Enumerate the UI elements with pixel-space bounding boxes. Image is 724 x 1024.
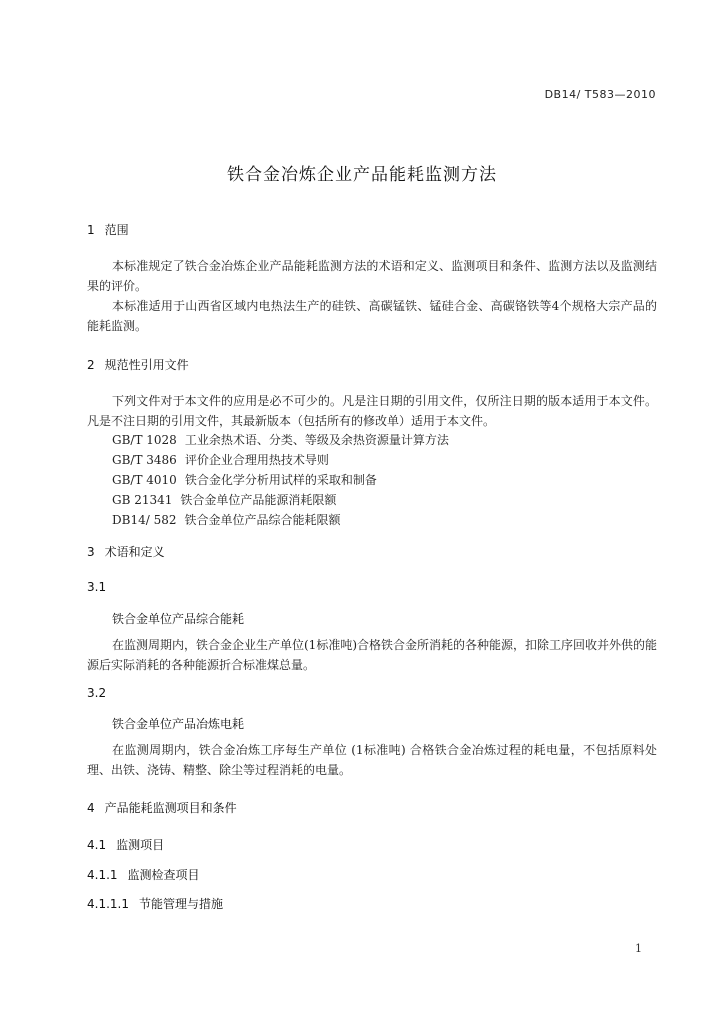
reference-item [112,471,377,488]
section-number: 4 [87,801,95,815]
term-definition: 在监测周期内，铁合金企业生产单位(1标准吨)合格铁合金所消耗的各种能源，扣除工序回收并外供的能源后实际消耗的各种能源折合标准煤总量。 [87,638,658,672]
reference-code: GB/T 4010 [112,473,177,487]
reference-item [112,511,341,528]
section-number: 3 [87,545,95,559]
section-title: 监测项目 [116,838,165,852]
reference-code: DB14/ 582 [112,513,177,527]
document-title: 铁合金冶炼企业产品能耗监测方法 [227,165,497,185]
reference-title: 铁合金单位产品综合能耗限额 [184,513,341,527]
reference-title: 评价企业合理用热技术导则 [184,453,329,467]
term-number: 3.2 [87,686,107,700]
section-3-heading [87,543,165,560]
reference-code: GB/T 3486 [112,453,177,467]
section-number: 4.1.1.1 [87,897,129,911]
term-definition: 在监测周期内，铁合金冶炼工序每生产单位 (1标准吨) 合格铁合金冶炼过程的耗电量，不包括原料处理、出铁、浇铸、精整、除尘等过程消耗的电量。 [87,743,657,777]
section-title: 术语和定义 [104,545,165,559]
paragraph: 本标准规定了铁合金冶炼企业产品能耗监测方法的术语和定义、监测项目和条件、监测方法以及监测结果的评价。 [87,259,657,293]
term-name: 铁合金单位产品冶炼电耗 [112,717,245,731]
section-4-heading [87,799,237,816]
reference-item [112,451,329,468]
term-number: 3.1 [87,580,107,594]
subsection-4-1-heading [87,836,164,853]
reference-item [112,431,449,448]
reference-code: GB/T 1028 [112,433,177,447]
paragraph: 本标准适用于山西省区域内电热法生产的硅铁、高碳锰铁、锰硅合金、高碳铬铁等4个规格大宗产品的能耗监测。 [87,299,657,333]
subsection-4-1-1-1-heading [87,895,223,912]
subsection-4-1-1-heading [87,866,200,883]
section-title: 监测检查项目 [127,868,200,882]
section-1-heading [87,221,129,238]
reference-title: 工业余热术语、分类、等级及余热资源量计算方法 [184,433,449,447]
reference-code: GB 21341 [112,493,173,507]
term-name: 铁合金单位产品综合能耗 [112,612,245,626]
reference-title: 铁合金单位产品能源消耗限额 [180,493,337,507]
section-number: 1 [87,223,95,237]
section-number: 4.1 [87,838,107,852]
reference-item [112,491,336,508]
section-number: 4.1.1 [87,868,118,882]
document-code: DB14/ T583—2010 [544,88,656,101]
section-title: 规范性引用文件 [104,358,189,372]
section-title: 节能管理与措施 [138,897,223,911]
section-2-heading [87,356,189,373]
section-title: 范围 [104,223,129,237]
page-number: 1 [635,942,642,955]
section-number: 2 [87,358,95,372]
section-title: 产品能耗监测项目和条件 [104,801,237,815]
paragraph: 下列文件对于本文件的应用是必不可少的。凡是注日期的引用文件，仅所注日期的版本适用于本文件。凡是不注日期的引用文件，其最新版本（包括所有的修改单）适用于本文件。 [87,394,657,428]
reference-title: 铁合金化学分析用试样的采取和制备 [184,473,377,487]
